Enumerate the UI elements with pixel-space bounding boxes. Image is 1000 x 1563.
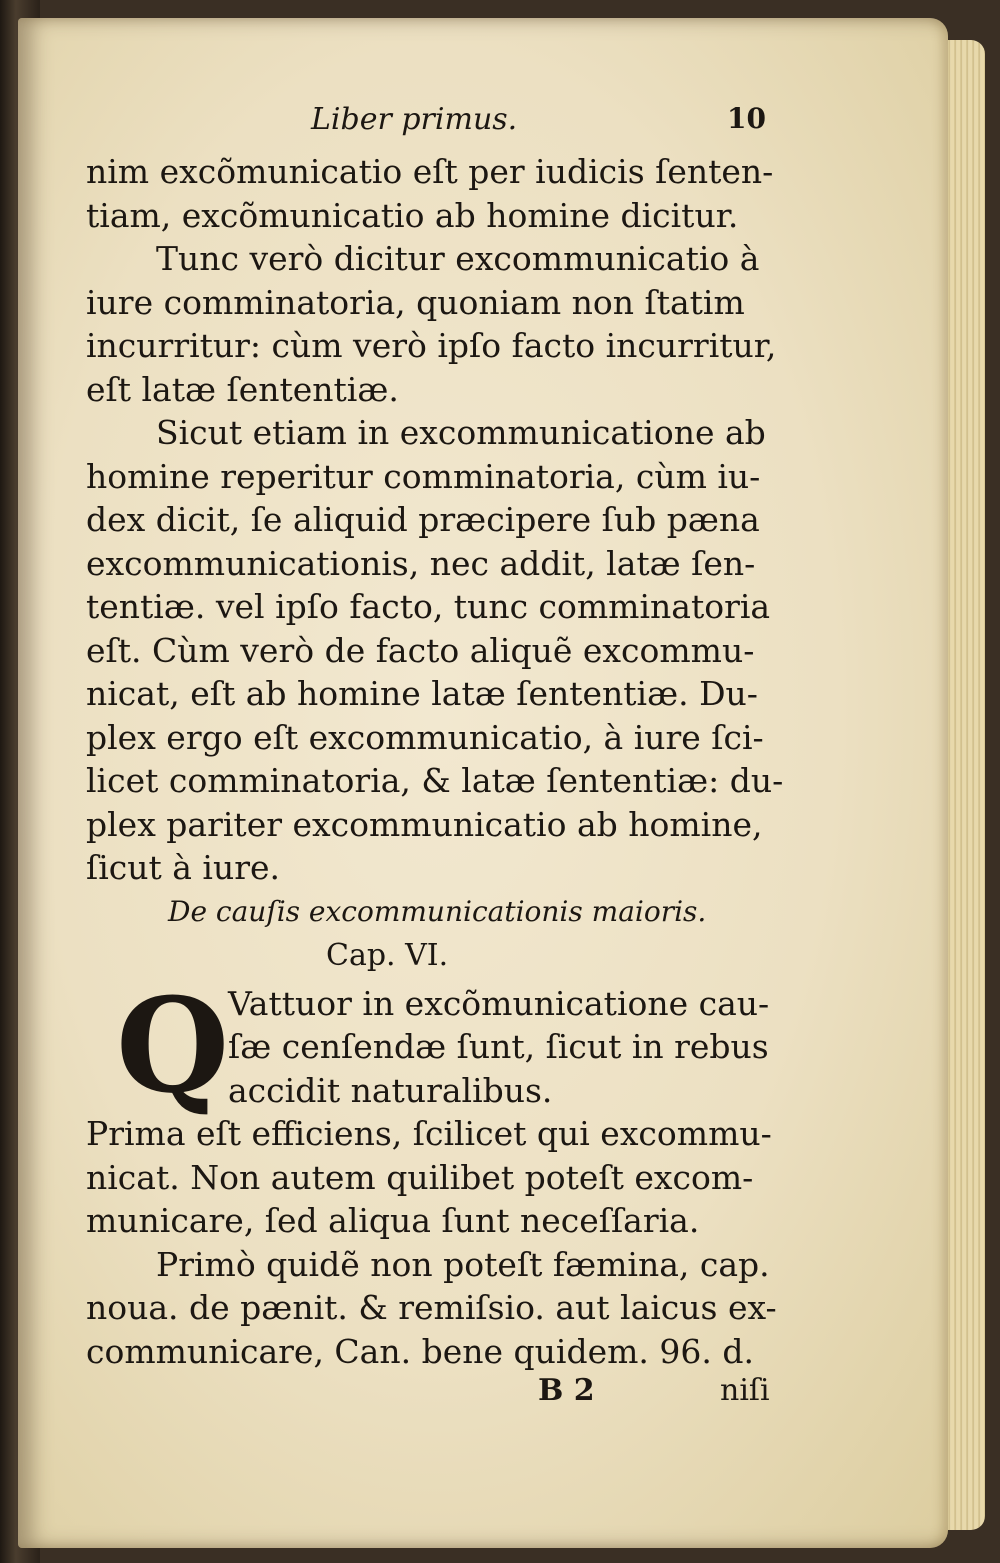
text-line: ſicut à iure. [86,848,281,887]
text-line: incurritur: cùm verò ipſo facto incurritur, [86,326,777,365]
text-line: communicare, Can. bene quidem. 96. d. [86,1331,754,1371]
text-line: iure comminatoria, quoniam non ſtatim [86,282,745,322]
text-line: nicat, eſt ab homine latæ ſententiæ. Du- [86,674,758,713]
dropcap-paragraph [86,968,776,1122]
text-line: tiam, excõmunicatio ab homine dicitur. [86,195,739,235]
text-line: eſt. Cùm verò de facto aliquẽ excommu- [86,630,755,670]
chapter-title: De cauſis excommunicationis maioris. [168,894,707,928]
text-line: Prima eſt efficiens, ſcilicet qui excommu- [86,1114,772,1153]
text-line: municare, ſed aliqua ſunt neceſſaria. [86,1201,700,1240]
text-line: Tunc verò dicitur excommunicatio à [156,239,760,278]
signature-mark: B 2 [538,1373,595,1408]
text-line: nicat. Non autem quilibet poteſt excom- [86,1157,754,1197]
text-line: dex dicit, ſe aliquid præcipere ſub pæna [86,500,760,539]
dropcap-line: Vattuor in excõmunicatione cau- [228,983,770,1023]
body-text-continued [86,1112,776,1373]
page-text [86,100,784,1417]
catchword: niſi [720,1373,770,1408]
text-line: licet comminatoria, & latæ ſententiæ: du- [86,761,784,800]
page-edges [945,40,985,1530]
running-head: Liber primus. [311,102,518,137]
folio-number: 10 [727,102,766,135]
text-line: plex pariter excommunicatio ab homine, [86,804,763,844]
dropcap-letter: Q [116,968,230,1122]
text-line: noua. de pænit. & remiſsio. aut laicus ex- [86,1288,777,1327]
text-line: homine reperitur comminatoria, cùm iu- [86,456,761,496]
text-line: nim excõmunicatio eſt per iudicis ſenten- [86,152,774,191]
text-line: Sicut etiam in excommunicatione ab [156,413,766,452]
text-line: eſt latæ ſententiæ. [86,369,399,409]
chapter-number: Cap. VI. [326,937,449,973]
text-line: plex ergo eſt excommunicatio, à iure ſci- [86,717,764,757]
page-footer [86,1373,776,1417]
text-line: excommunicationis, nec addit, latæ ſen- [86,543,756,583]
text-line: Primò quidẽ non poteſt fæmina, cap. [156,1244,770,1284]
body-text [86,150,784,890]
page-header [86,100,776,150]
dropcap-line: accidit naturalibus. [228,1070,553,1110]
dropcap-line: ſæ cenſendæ ſunt, ſicut in rebus [228,1027,769,1066]
text-line: tentiæ. vel ipſo facto, tunc comminatoria [86,587,771,626]
